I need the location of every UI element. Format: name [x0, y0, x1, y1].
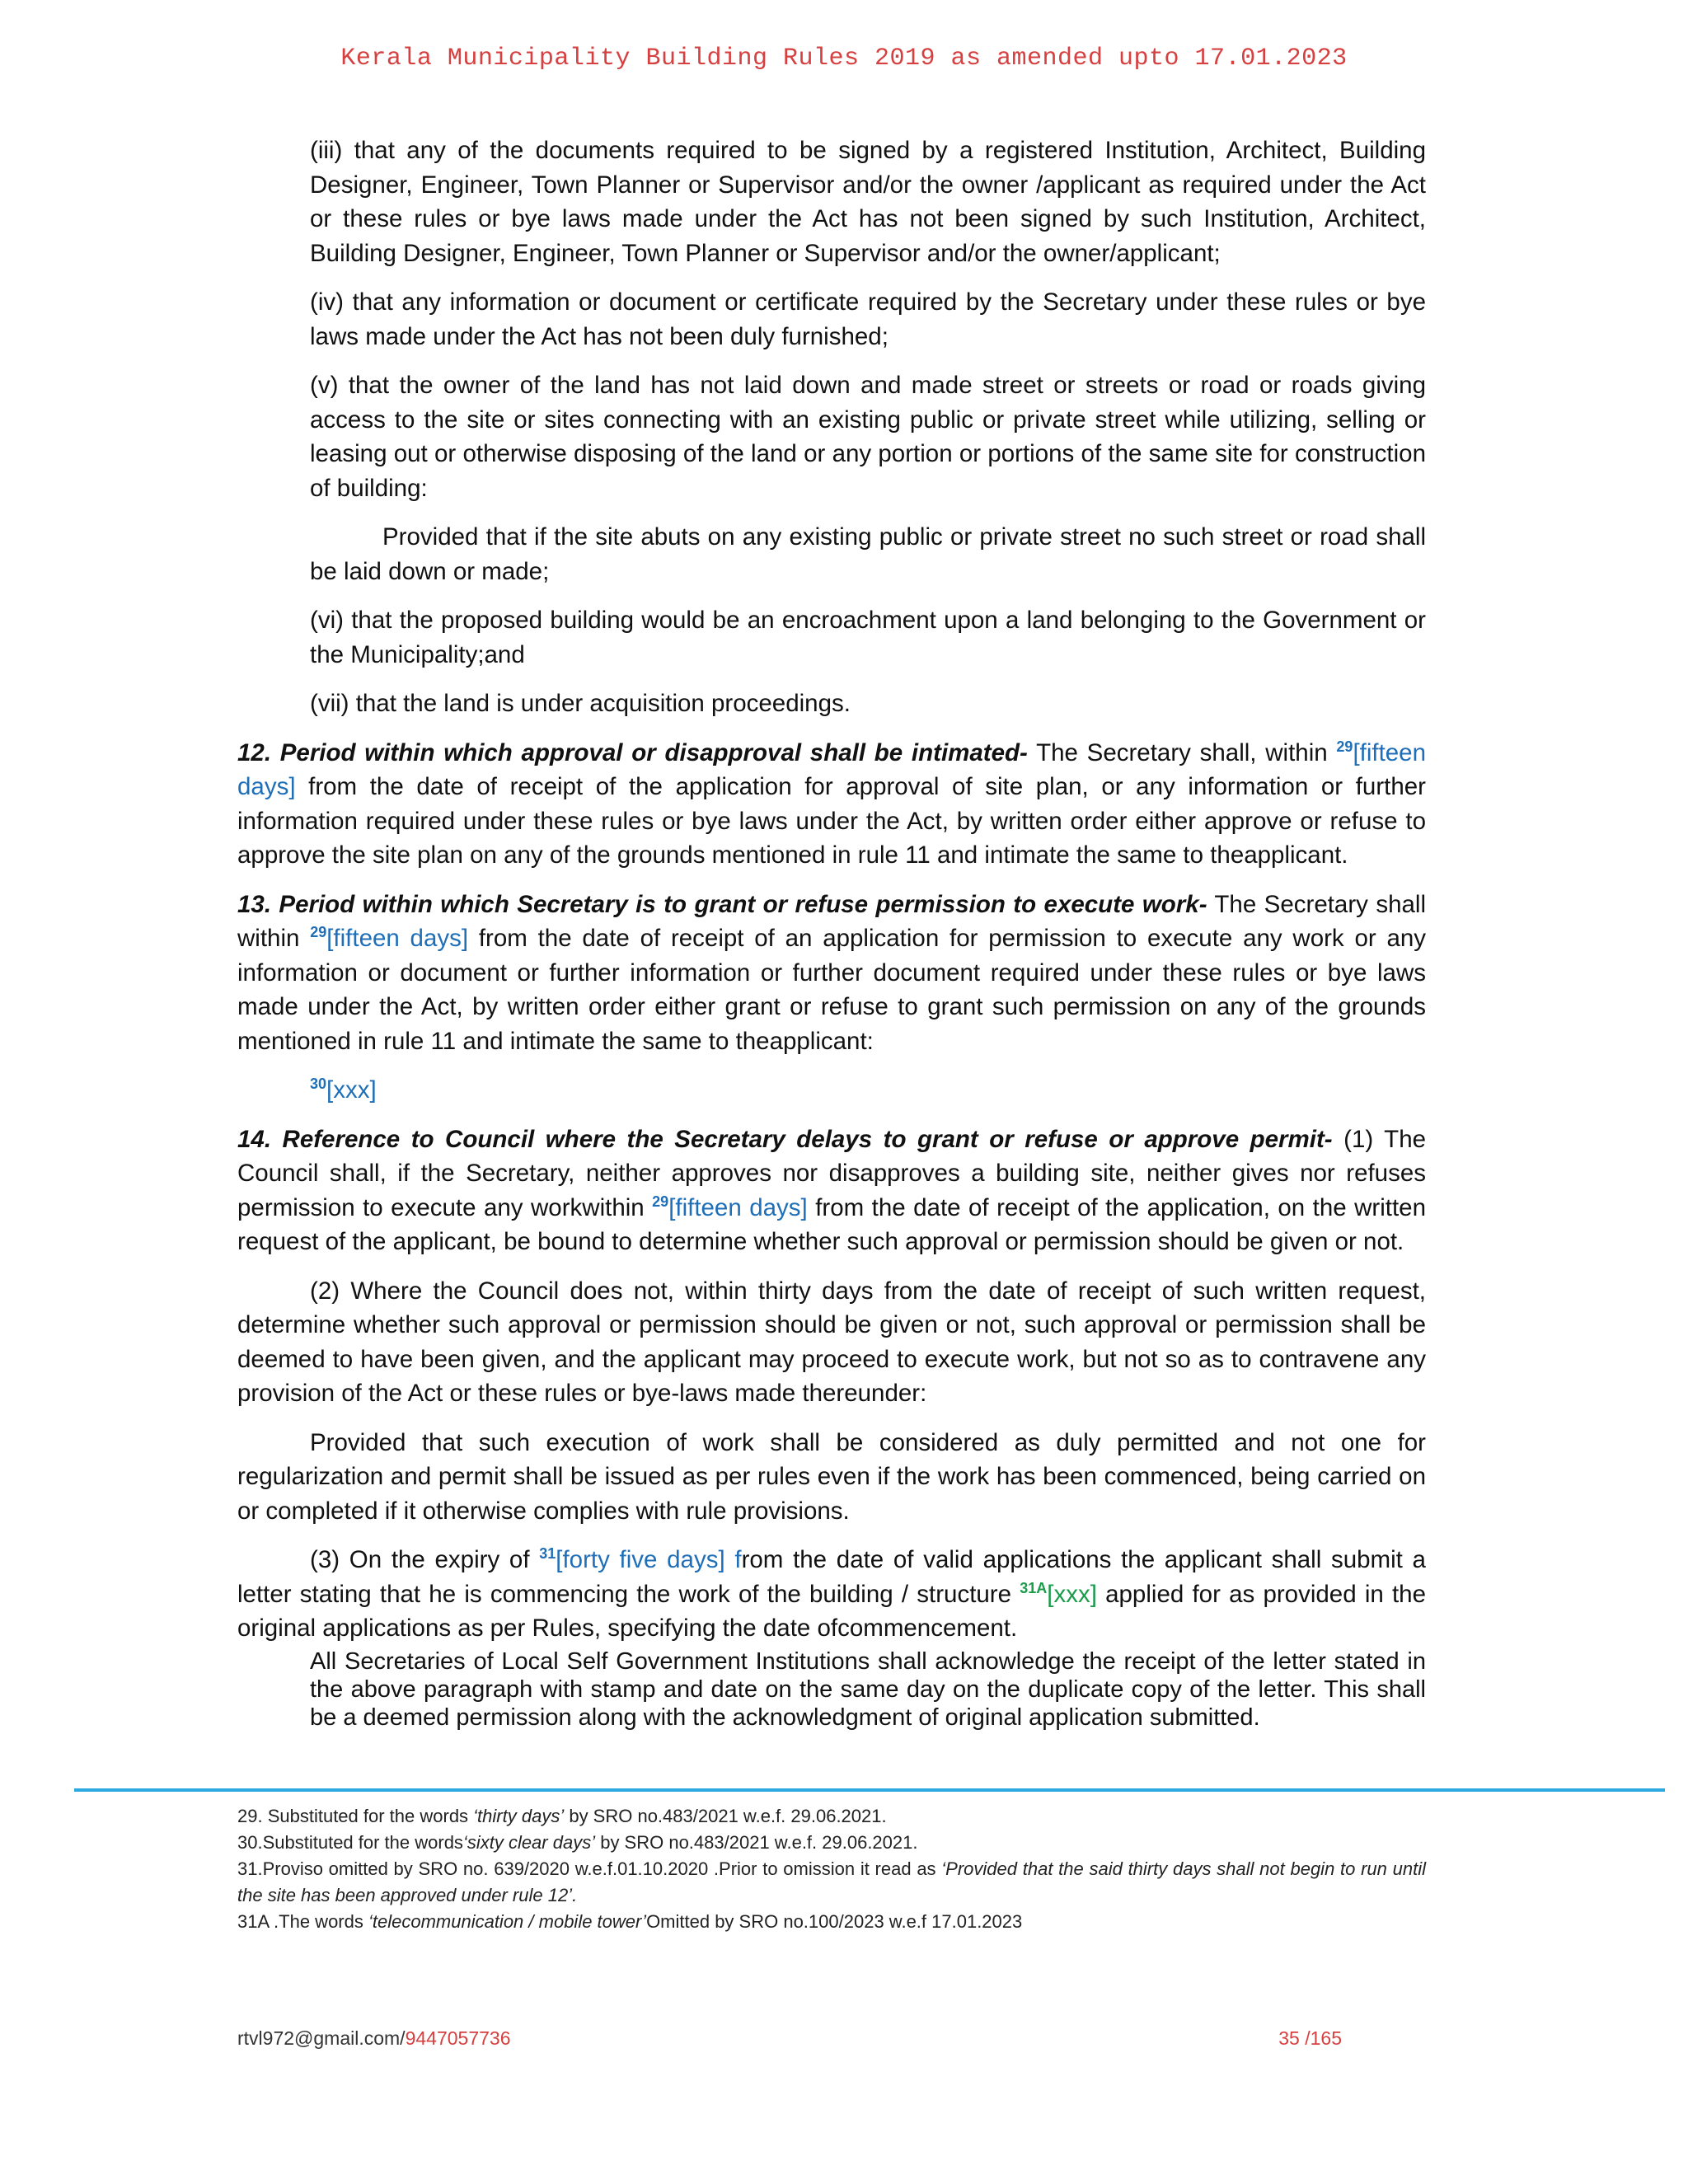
- footnote-ref-31[interactable]: 31: [539, 1545, 556, 1563]
- rule-12: [237, 736, 1426, 873]
- footnote-31a: [237, 1909, 1426, 1935]
- page-number: 35 /165: [1278, 2027, 1342, 2049]
- footnote-29: [237, 1803, 1426, 1830]
- footnote-quote: ‘sixty clear days’: [462, 1832, 596, 1853]
- document-header: Kerala Municipality Building Rules 2019 as amended upto 17.01.2023: [340, 45, 1348, 73]
- footnote-ref-29[interactable]: 29: [652, 1193, 669, 1210]
- footnote-text: 30.Substituted for the words: [237, 1832, 463, 1853]
- clause-iv: (iv) that any information or document or certificate required by the Secretary under these rules or bye laws made under the Act has not been duly furnished;: [310, 288, 1426, 350]
- omitted-text: [xxx]: [1047, 1580, 1097, 1608]
- clause-v: (v) that the owner of the land has not laid down and made street or streets or road or roads giving access to the site or sites connecting with an existing public or private street while utilizing, selling or leasing out or otherwise disposing of the land or any portion or portions of the same site for construction of building:: [310, 372, 1426, 502]
- rule-14-acknowledgement: All Secretaries of Local Self Government Institutions shall acknowledge the receipt of the letter stated in the above paragraph with stamp and date on the same day on the duplicate copy of the letter. This shall be a deemed permission along with the acknowledgment of original application submitted.: [310, 1647, 1426, 1731]
- amended-text: [fifteen days]: [237, 738, 1426, 800]
- omitted-text: [xxx]: [326, 1076, 377, 1104]
- rule-14: [237, 1122, 1426, 1259]
- rule-13-text-b: from the date of receipt of an application for permission to execute any work or any information or document or further information or further document required under these rules or bye laws made under the Act, by written order either grant or refuse to grant such permission on any of the grounds mentioned in rule 11 and intimate the same to theapplicant:: [237, 925, 1427, 1055]
- clause-vi: (vi) that the proposed building would be an encroachment upon a land belonging to the Government or the Municipality;and: [310, 607, 1426, 668]
- clause-v-proviso: [237, 520, 1426, 588]
- rule-14-heading: 14. Reference to Council where the Secretary delays to grant or refuse or approve permit-: [237, 1125, 1333, 1153]
- footnotes: [237, 1803, 1426, 1935]
- rule-14-text-a: (1) The Council shall, if the Secretary, neither approves nor disapproves a building site, neither gives nor refuses permission to execute any workwithin: [237, 1125, 1427, 1221]
- rule-12-text-a: The Secretary shall, within: [1027, 738, 1337, 766]
- proviso-text: Provided that if the site abuts on any existing public or private street no such street or road shall be laid down or made;: [310, 523, 1426, 585]
- rule-14-3-text-a: (3) On the expiry of: [310, 1546, 540, 1573]
- footer-email[interactable]: rtvl972@gmail.com/: [237, 2027, 406, 2049]
- footnote-text: Omitted by SRO no.100/2023 w.e.f 17.01.2023: [646, 1911, 1023, 1932]
- footer-phone[interactable]: 9447057736: [405, 2027, 511, 2049]
- footnote-text: 29. Substituted for the words: [237, 1806, 474, 1826]
- rule-14-text-b: from the date of receipt of the application, on the written request of the applicant, be bound to determine whether such approval or permission should be given or not.: [237, 1193, 1426, 1255]
- rule-13-text-a: The Secretary shall within: [237, 890, 1426, 952]
- footnote-ref-29[interactable]: 29: [1336, 738, 1353, 755]
- rule-14-3-text-b: rom the date of valid applications the applicant shall submit a letter stating that he is commencing the work of the building / structure: [237, 1546, 1426, 1608]
- rule-14-3-text-c: applied for as provided in the original applications as per Rules, specifying the date ofcommencement.: [237, 1580, 1426, 1642]
- footnote-text: 31A .The words: [237, 1911, 368, 1932]
- footnote-text: 31.Proviso omitted by SRO no. 639/2020 w.e.f.01.10.2020 .Prior to omission it read as: [237, 1858, 942, 1879]
- footnote-30: [237, 1830, 1426, 1856]
- footnote-quote: ‘thirty days’: [473, 1806, 565, 1826]
- footnote-ref-30[interactable]: 30: [310, 1076, 327, 1093]
- rule-14-sub-3: [237, 1543, 1426, 1646]
- rule-14-sub-2: (2) Where the Council does not, within thirty days from the date of receipt of such written request, determine whether such approval or permission should be given or not, such approval or permission shall be deemed to have been given, and the applicant may proceed to execute work, but not so as to contravene any provision of the Act or these rules or bye-laws made thereunder:: [237, 1277, 1426, 1407]
- footnote-quote: ‘telecommunication / mobile tower’: [368, 1911, 647, 1932]
- footnote-ref-31a[interactable]: 31A: [1020, 1579, 1048, 1596]
- rule-13-omitted: [237, 1073, 1426, 1108]
- page-footer: [237, 2027, 1342, 2050]
- amended-text: [fifteen days]: [668, 1193, 808, 1221]
- rule-13: [237, 888, 1426, 1059]
- footnote-divider: [74, 1788, 1665, 1792]
- clause-iii: (iii) that any of the documents required to be signed by a registered Institution, Architect, Building Designer, Engineer, Town Planner or Supervisor and/or the owner /applicant as required under the Act or these rules or bye laws made under the Act has not been signed by such Institution, Architect, Building Designer, Engineer, Town Planner or Supervisor and/or the owner/applicant;: [310, 137, 1426, 267]
- footnote-31: [237, 1856, 1426, 1909]
- document-body: [237, 134, 1426, 1746]
- footnote-text: by SRO no.483/2021 w.e.f. 29.06.2021.: [595, 1832, 918, 1853]
- rule-12-text-b: from the date of receipt of the application for approval of site plan, or any information or further information required under these rules or bye laws under the Act, by written order either approve or refuse to approve the site plan on any of the grounds mentioned in rule 11 and intimate the same to theapplicant.: [237, 773, 1426, 869]
- rule-12-heading: 12. Period within which approval or disapproval shall be intimated-: [237, 738, 1028, 766]
- amended-text: [forty five days] f: [556, 1546, 742, 1573]
- rule-13-heading: 13. Period within which Secretary is to grant or refuse permission to execute work-: [237, 890, 1207, 918]
- amended-text: [fifteen days]: [326, 925, 469, 952]
- footnote-quote: ‘Provided that the said thirty days shall not begin to run until the site has been approved under rule 12’.: [237, 1858, 1426, 1905]
- clause-vii: (vii) that the land is under acquisition proceedings.: [310, 690, 851, 717]
- rule-14-proviso: Provided that such execution of work shall be considered as duly permitted and not one for regularization and permit shall be issued as per rules even if the work has been commenced, being carried on or completed if it otherwise complies with rule provisions.: [237, 1428, 1426, 1525]
- footnote-ref-29[interactable]: 29: [310, 924, 327, 941]
- footnote-text: by SRO no.483/2021 w.e.f. 29.06.2021.: [564, 1806, 887, 1826]
